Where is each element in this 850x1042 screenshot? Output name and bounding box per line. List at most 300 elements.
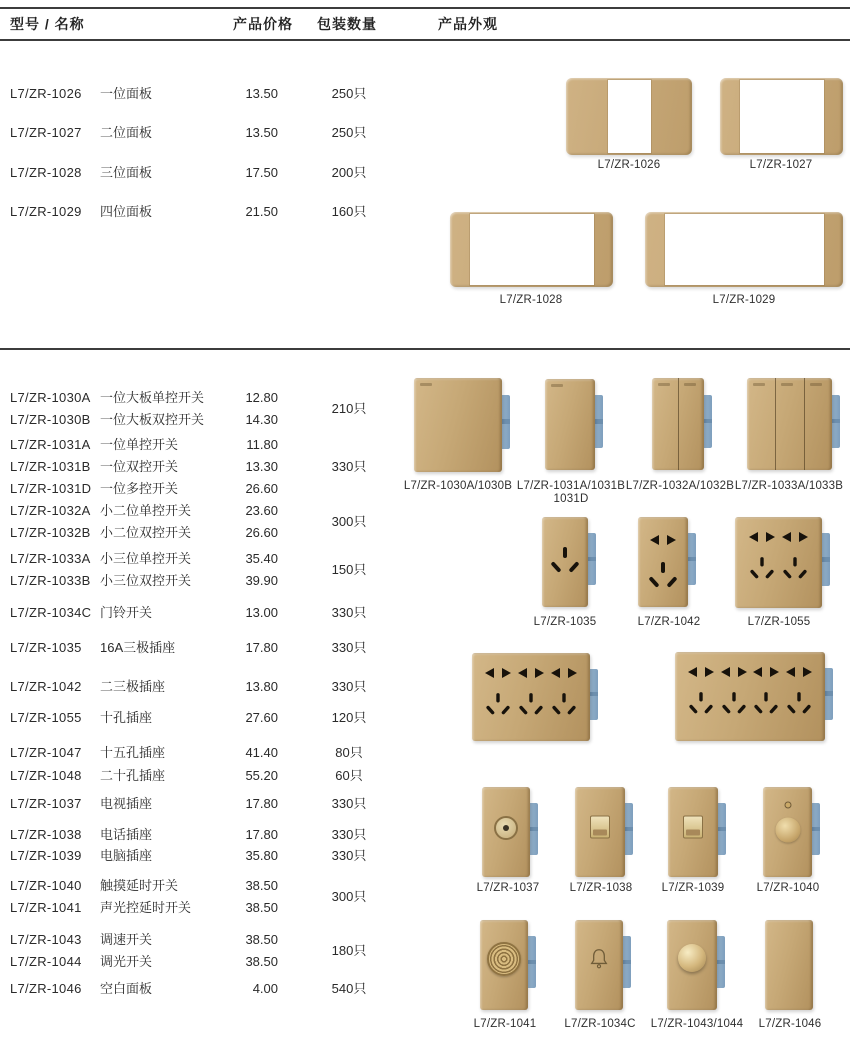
two-pin-holes	[779, 530, 813, 544]
price-cell: 17.80	[245, 827, 278, 842]
right-slot	[799, 532, 808, 542]
qty-cell: 330只	[331, 605, 367, 620]
table-row-group	[0, 676, 400, 698]
brand-mark	[684, 383, 696, 386]
two-pin-holes	[638, 533, 688, 547]
socket-column	[779, 517, 813, 608]
name-cell: 二位面板	[100, 125, 153, 140]
three-pin-holes	[783, 557, 809, 581]
left-slot	[486, 705, 495, 715]
socket-column	[718, 652, 751, 741]
product-image	[545, 379, 595, 470]
name-cell: 三位面板	[100, 165, 153, 180]
model-cell: L7/ZR-1047	[10, 745, 82, 760]
product-image-caption: L7/ZR-1032A/1032B	[625, 480, 735, 492]
earth-slot	[797, 692, 800, 701]
three-pin-holes	[648, 562, 678, 590]
product-image	[747, 378, 832, 470]
left-slot	[650, 535, 659, 545]
switch-plate	[765, 920, 813, 1010]
price-cell: 26.60	[245, 481, 278, 496]
table-row-group	[0, 793, 400, 815]
product-image	[575, 787, 625, 877]
price-cell: 35.80	[245, 848, 278, 863]
name-cell: 小二位双控开关	[100, 525, 192, 540]
name-cell: 调速开关	[100, 932, 153, 947]
qty-cell: 330只	[331, 459, 367, 474]
left-slot	[688, 667, 697, 677]
name-cell: 一位大板单控开关	[100, 390, 205, 405]
product-image-caption: L7/ZR-1041	[473, 1018, 537, 1030]
model-cell: L7/ZR-1044	[10, 954, 82, 969]
table-row-group	[0, 162, 400, 184]
product-image	[652, 378, 704, 470]
qty-cell: 330只	[331, 640, 367, 655]
model-cell: L7/ZR-1041	[10, 900, 82, 915]
left-slot	[551, 705, 560, 715]
model-cell: L7/ZR-1032A	[10, 503, 91, 518]
sound-light-sensor	[487, 942, 521, 976]
price-cell: 4.00	[252, 981, 278, 996]
model-cell: L7/ZR-1031A	[10, 437, 91, 452]
qty-cell: 330只	[331, 679, 367, 694]
product-image	[735, 517, 822, 608]
price-cell: 17.80	[245, 640, 278, 655]
switch-plate	[414, 378, 502, 472]
three-pin-holes	[486, 693, 512, 717]
modular-jack-port	[590, 815, 610, 838]
table-row-group	[0, 707, 400, 729]
name-cell: 一位双控开关	[100, 459, 179, 474]
product-image	[675, 652, 825, 741]
right-slot	[568, 561, 579, 573]
qty-cell: 200只	[331, 165, 367, 180]
modular-jack-port	[683, 815, 703, 838]
column-header-qty: 包装数量	[317, 16, 377, 32]
left-slot	[749, 532, 758, 542]
left-slot	[749, 569, 758, 579]
table-row-group	[0, 978, 400, 1000]
price-cell: 38.50	[245, 878, 278, 893]
product-image	[667, 920, 717, 1010]
product-image-caption: L7/ZR-1039	[661, 882, 725, 894]
qty-cell: 120只	[331, 710, 367, 725]
panel-window	[470, 214, 594, 285]
price-cell: 55.20	[245, 768, 278, 783]
qty-cell: 180只	[331, 943, 367, 958]
name-cell: 电话插座	[100, 827, 153, 842]
table-row-group	[0, 201, 400, 223]
switch-plate	[652, 378, 704, 470]
right-slot	[769, 704, 778, 714]
name-cell: 电脑插座	[100, 848, 153, 863]
switch-plate	[763, 787, 812, 877]
product-image	[472, 653, 590, 741]
switch-plate	[575, 920, 623, 1010]
left-slot	[782, 532, 791, 542]
panel-window	[608, 80, 651, 153]
price-cell: 35.40	[245, 551, 278, 566]
model-cell: L7/ZR-1042	[10, 679, 82, 694]
three-pin-holes	[518, 693, 544, 717]
column-header-appearance: 产品外观	[438, 16, 498, 32]
name-cell: 电视插座	[100, 796, 153, 811]
right-slot	[667, 535, 676, 545]
price-cell: 26.60	[245, 525, 278, 540]
product-image-caption: L7/ZR-1030A/1030B	[403, 480, 513, 492]
price-cell: 39.90	[245, 573, 278, 588]
model-cell: L7/ZR-1034C	[10, 605, 92, 620]
three-pin-holes	[786, 692, 812, 716]
right-slot	[501, 705, 510, 715]
earth-slot	[563, 547, 567, 558]
price-cell: 38.50	[245, 900, 278, 915]
table-row-group	[0, 500, 400, 544]
left-slot	[689, 704, 698, 714]
table-row-group	[0, 122, 400, 144]
model-cell: L7/ZR-1032B	[10, 525, 91, 540]
model-cell: L7/ZR-1026	[10, 86, 82, 101]
name-cell: 小三位单控开关	[100, 551, 192, 566]
model-cell: L7/ZR-1030B	[10, 412, 91, 427]
price-cell: 13.00	[245, 605, 278, 620]
brand-mark	[658, 383, 670, 386]
left-slot	[518, 668, 527, 678]
qty-cell: 250只	[331, 125, 367, 140]
model-cell: L7/ZR-1031D	[10, 481, 92, 496]
right-slot	[802, 704, 811, 714]
price-cell: 23.60	[245, 503, 278, 518]
left-slot	[721, 667, 730, 677]
bell-icon	[588, 946, 610, 970]
qty-cell: 210只	[331, 401, 367, 416]
earth-slot	[700, 692, 703, 701]
product-image-caption: L7/ZR-1040	[756, 882, 820, 894]
table-row-group	[0, 765, 400, 787]
qty-cell: 300只	[331, 889, 367, 904]
column-header-price: 产品价格	[233, 16, 293, 32]
left-slot	[786, 704, 795, 714]
qty-cell: 300只	[331, 514, 367, 529]
brand-mark	[810, 383, 822, 386]
right-slot	[705, 667, 714, 677]
table-row-group	[0, 824, 400, 846]
product-image	[480, 920, 528, 1010]
model-cell: L7/ZR-1030A	[10, 390, 91, 405]
name-cell: 门铃开关	[100, 605, 153, 620]
product-image	[450, 212, 613, 287]
panel-window	[665, 214, 824, 285]
model-cell: L7/ZR-1033A	[10, 551, 91, 566]
left-slot	[786, 667, 795, 677]
product-image	[668, 787, 718, 877]
left-slot	[485, 668, 494, 678]
product-image	[645, 212, 843, 287]
indicator-led	[784, 802, 791, 809]
left-slot	[519, 705, 528, 715]
table-row-group	[0, 602, 400, 624]
right-slot	[534, 705, 543, 715]
name-cell: 空白面板	[100, 981, 153, 996]
product-image-caption: L7/ZR-1035	[533, 616, 597, 628]
name-cell: 十五孔插座	[100, 745, 166, 760]
socket-column	[750, 652, 783, 741]
switch-plate	[482, 787, 530, 877]
brand-mark	[781, 383, 793, 386]
brand-mark	[420, 383, 432, 386]
tv-coax-connector	[494, 816, 518, 840]
switch-plate	[472, 653, 590, 741]
socket-column	[783, 652, 816, 741]
qty-cell: 150只	[331, 562, 367, 577]
product-image	[482, 787, 530, 877]
name-cell: 触摸延时开关	[100, 878, 179, 893]
product-image-caption-line2: 1031D	[553, 493, 589, 505]
left-slot	[550, 561, 561, 573]
price-cell: 27.60	[245, 710, 278, 725]
bell-symbol	[588, 946, 610, 975]
panel-frame	[645, 212, 843, 287]
socket-column	[685, 652, 718, 741]
socket-column	[745, 517, 779, 608]
right-slot	[567, 705, 576, 715]
left-slot	[551, 668, 560, 678]
gang-divider	[804, 378, 805, 470]
socket-column	[515, 653, 548, 741]
two-pin-holes	[515, 666, 548, 680]
price-cell: 11.80	[246, 437, 278, 452]
name-cell: 16A三极插座	[100, 640, 176, 655]
top-rule	[0, 7, 850, 9]
gang-divider	[678, 378, 679, 470]
earth-slot	[661, 562, 665, 573]
price-cell: 13.30	[245, 459, 278, 474]
price-cell: 21.50	[245, 204, 278, 219]
qty-cell: 250只	[331, 86, 367, 101]
qty-cell: 60只	[335, 768, 363, 783]
right-slot	[798, 569, 807, 579]
switch-plate	[735, 517, 822, 608]
brand-mark	[551, 384, 563, 387]
left-slot	[754, 704, 763, 714]
price-cell: 17.80	[245, 796, 278, 811]
name-cell: 一位单控开关	[100, 437, 179, 452]
three-pin-holes	[689, 692, 715, 716]
right-slot	[803, 667, 812, 677]
qty-cell: 330只	[331, 796, 367, 811]
column-header-model-name: 型号 / 名称	[10, 16, 85, 32]
right-slot	[568, 668, 577, 678]
product-image	[575, 920, 623, 1010]
price-cell: 41.40	[245, 745, 278, 760]
switch-plate	[545, 379, 595, 470]
socket-column	[547, 653, 580, 741]
model-cell: L7/ZR-1038	[10, 827, 82, 842]
name-cell: 二三极插座	[100, 679, 166, 694]
jack-flap	[686, 829, 700, 835]
touch-button	[775, 818, 800, 843]
model-cell: L7/ZR-1043	[10, 932, 82, 947]
table-row-group	[0, 387, 400, 431]
table-row-group	[0, 548, 400, 592]
qty-cell: 330只	[331, 827, 367, 842]
switch-plate	[575, 787, 625, 877]
name-cell: 一位多控开关	[100, 481, 179, 496]
switch-plate	[542, 517, 588, 607]
switch-plate	[667, 920, 717, 1010]
model-cell: L7/ZR-1031B	[10, 459, 91, 474]
left-slot	[753, 667, 762, 677]
name-cell: 小三位双控开关	[100, 573, 192, 588]
table-row-group	[0, 742, 400, 764]
model-cell: L7/ZR-1048	[10, 768, 82, 783]
product-image	[638, 517, 688, 607]
three-pin-holes	[551, 693, 577, 717]
switch-plate	[668, 787, 718, 877]
name-cell: 四位面板	[100, 204, 153, 219]
table-row-group	[0, 875, 400, 919]
product-image-caption: L7/ZR-1029	[712, 294, 776, 306]
rotary-knob	[678, 944, 706, 972]
model-cell: L7/ZR-1033B	[10, 573, 91, 588]
brand-mark	[753, 383, 765, 386]
name-cell: 一位大板双控开关	[100, 412, 205, 427]
name-cell: 一位面板	[100, 86, 153, 101]
two-pin-holes	[718, 665, 751, 679]
right-slot	[704, 704, 713, 714]
earth-slot	[732, 692, 735, 701]
right-slot	[737, 704, 746, 714]
product-image-caption: L7/ZR-1031A/1031B	[516, 480, 626, 492]
qty-cell: 160只	[331, 204, 367, 219]
price-cell: 38.50	[245, 954, 278, 969]
model-cell: L7/ZR-1040	[10, 878, 82, 893]
product-image	[765, 920, 813, 1010]
model-cell: L7/ZR-1039	[10, 848, 82, 863]
qty-cell: 330只	[331, 848, 367, 863]
table-row-group	[0, 845, 400, 867]
product-image-caption: L7/ZR-1028	[499, 294, 563, 306]
two-pin-holes	[745, 530, 779, 544]
switch-plate	[480, 920, 528, 1010]
name-cell: 十孔插座	[100, 710, 153, 725]
three-pin-holes	[749, 557, 775, 581]
product-image-caption: L7/ZR-1043/1044	[650, 1018, 744, 1030]
model-cell: L7/ZR-1037	[10, 796, 82, 811]
earth-slot	[562, 693, 565, 702]
section-divider-rule	[0, 348, 850, 350]
panel-frame	[450, 212, 613, 287]
price-cell: 17.50	[245, 165, 278, 180]
two-pin-holes	[547, 666, 580, 680]
name-cell: 声光控延时开关	[100, 900, 192, 915]
model-cell: L7/ZR-1029	[10, 204, 82, 219]
switch-plate	[638, 517, 688, 607]
right-slot	[535, 668, 544, 678]
product-image-caption: L7/ZR-1042	[637, 616, 701, 628]
socket-column	[482, 653, 515, 741]
model-cell: L7/ZR-1046	[10, 981, 82, 996]
panel-window	[740, 80, 824, 153]
price-cell: 13.80	[245, 679, 278, 694]
model-cell: L7/ZR-1028	[10, 165, 82, 180]
model-cell: L7/ZR-1055	[10, 710, 82, 725]
two-pin-holes	[685, 665, 718, 679]
left-slot	[721, 704, 730, 714]
product-image	[566, 78, 692, 155]
earth-slot	[497, 693, 500, 702]
earth-slot	[529, 693, 532, 702]
header-rule	[0, 39, 850, 41]
product-image-caption: L7/ZR-1026	[597, 159, 661, 171]
right-slot	[738, 667, 747, 677]
price-cell: 12.80	[245, 390, 278, 405]
table-row	[0, 434, 400, 456]
price-cell: 13.50	[245, 86, 278, 101]
panel-frame	[566, 78, 692, 155]
name-cell: 二十孔插座	[100, 768, 166, 783]
model-cell: L7/ZR-1035	[10, 640, 82, 655]
table-row-group	[0, 929, 400, 973]
right-slot	[766, 532, 775, 542]
model-cell: L7/ZR-1027	[10, 125, 82, 140]
product-image-caption: L7/ZR-1034C	[564, 1018, 636, 1030]
price-cell: 13.50	[245, 125, 278, 140]
panel-frame	[720, 78, 843, 155]
product-image-caption: L7/ZR-1027	[749, 159, 813, 171]
three-pin-holes	[550, 547, 580, 575]
name-cell: 调光开关	[100, 954, 153, 969]
right-slot	[666, 576, 677, 588]
product-image	[542, 517, 588, 607]
coax-hole	[503, 825, 509, 831]
switch-plate	[747, 378, 832, 470]
earth-slot	[765, 692, 768, 701]
right-slot	[502, 668, 511, 678]
table-row-group	[0, 637, 400, 659]
right-slot	[770, 667, 779, 677]
left-slot	[648, 576, 659, 588]
product-image	[414, 378, 502, 472]
three-pin-holes	[754, 692, 780, 716]
product-image-caption: L7/ZR-1037	[476, 882, 540, 894]
qty-cell: 80只	[335, 745, 363, 760]
price-cell: 14.30	[245, 412, 278, 427]
name-cell: 小二位单控开关	[100, 503, 192, 518]
two-pin-holes	[750, 665, 783, 679]
jack-flap	[593, 829, 607, 835]
table-row	[0, 478, 400, 500]
two-pin-holes	[482, 666, 515, 680]
product-image	[720, 78, 843, 155]
gang-divider	[775, 378, 776, 470]
earth-slot	[760, 557, 763, 566]
table-row-group	[0, 434, 400, 500]
price-cell: 38.50	[245, 932, 278, 947]
product-image-caption: L7/ZR-1055	[747, 616, 811, 628]
product-image-caption: L7/ZR-1046	[758, 1018, 822, 1030]
product-image-caption: L7/ZR-1033A/1033B	[734, 480, 844, 492]
qty-cell: 540只	[331, 981, 367, 996]
left-slot	[783, 569, 792, 579]
right-slot	[765, 569, 774, 579]
three-pin-holes	[721, 692, 747, 716]
table-row-group	[0, 83, 400, 105]
switch-plate	[675, 652, 825, 741]
earth-slot	[794, 557, 797, 566]
product-image-caption: L7/ZR-1038	[569, 882, 633, 894]
two-pin-holes	[783, 665, 816, 679]
